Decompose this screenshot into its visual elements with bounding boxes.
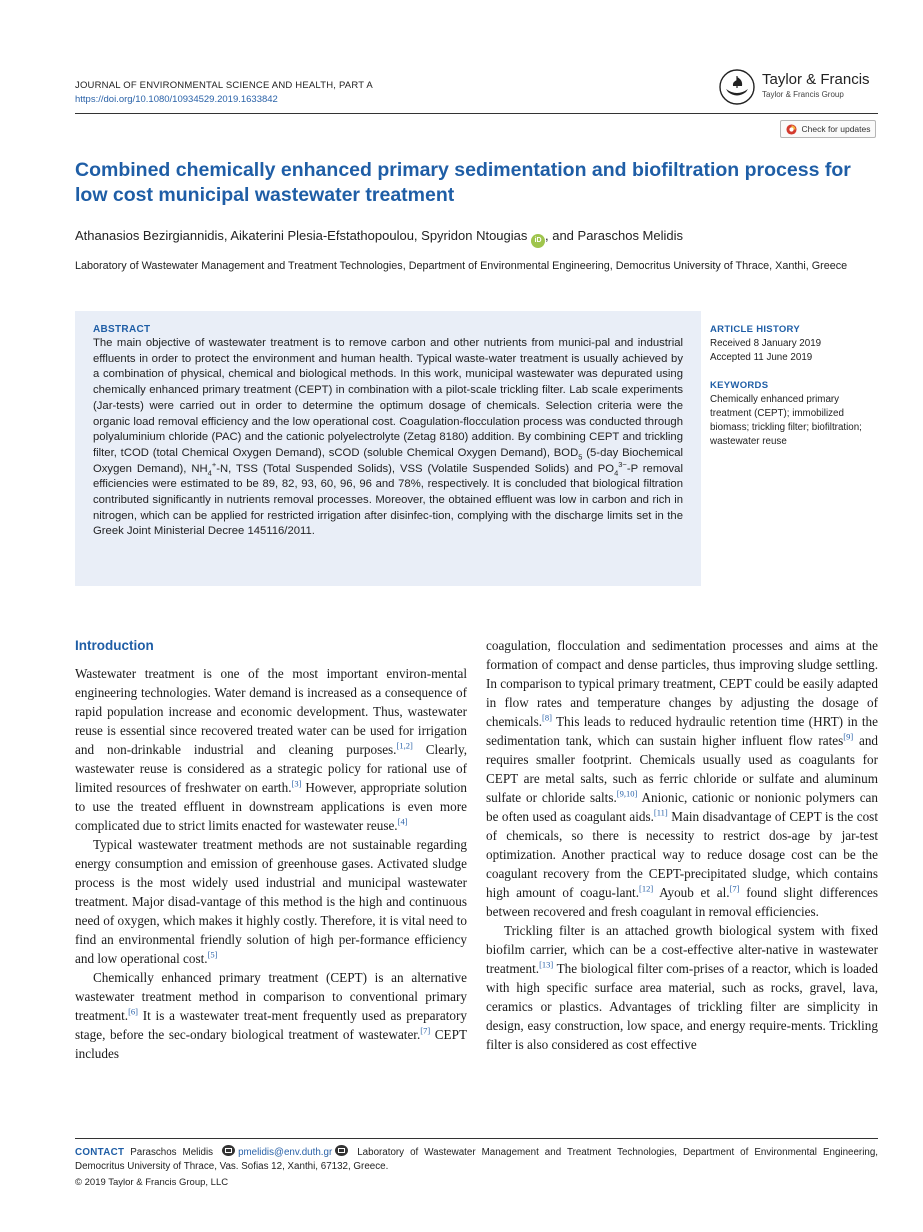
intro-paragraph-3: Chemically enhanced primary treatment (CEPT) is an alternative wastewater treatment method in comparison to conventional primary treatment.[6] It is a wastewater treat-ment frequently used as preparatory stage, before the sec-ondary biological treatment of wastewater.[7] CEPT includes [75, 970, 467, 1061]
doi-link[interactable]: https://doi.org/10.1080/10934529.2019.1633842 [75, 94, 278, 105]
citation-link[interactable]: [11] [653, 807, 668, 818]
citation-link[interactable]: [5] [207, 949, 218, 960]
copyright-notice: © 2019 Taylor & Francis Group, LLC [75, 1177, 229, 1188]
intro-paragraph-2: Typical wastewater treatment methods are not sustainable regarding energy consumption and emission of greenhouse gases. Activated sludge process is the most widely used industrial and municipal wastewater treatment. Major disad-vantage of this method is the high and continuous need of oxygen, which makes it highly costly. Therefore, it is vital need to find an environmental friendly solution of high per-formance efficiency and low operational cost.[5] [75, 837, 467, 966]
accepted-date: Accepted 11 June 2019 [710, 352, 813, 363]
check-updates-icon [786, 124, 797, 135]
keywords-heading: KEYWORDS [710, 380, 769, 391]
article-history-heading: ARTICLE HISTORY [710, 324, 801, 335]
citation-link[interactable]: [9] [843, 731, 854, 742]
citation-link[interactable]: [1,2] [396, 740, 413, 751]
keywords-list: Chemically enhanced primary treatment (CEPT); immobilized biomass; trickling filter; biofiltration; wastewater reuse [710, 394, 862, 447]
introduction-heading: Introduction [75, 638, 154, 653]
check-updates-label: Check for updates [801, 124, 871, 134]
citation-link[interactable]: [8] [542, 712, 552, 723]
publisher-logo[interactable] [718, 68, 883, 108]
orcid-icon[interactable]: iD [531, 234, 545, 248]
journal-name: JOURNAL OF ENVIRONMENTAL SCIENCE AND HEALTH, PART A [75, 80, 373, 91]
check-for-updates-button[interactable] [780, 120, 876, 138]
received-date: Received 8 January 2019 [710, 338, 822, 349]
contact-info [75, 1145, 878, 1174]
abstract-text: The main objective of wastewater treatment is to remove carbon and other nutrients from munici-pal and industrial effluents in order to protect the environment and human health. Typical waste-water treatment is usually achieved by a combination of physical, chemical and biological methods. In this work, municipal wastewater was depurated using chemically enhanced primary treatment (CEPT) in combination with a pilot-scale trickling filter. Lab scale experiments (Jar-tests) were carried out in order to determine the optimum dosage of chemicals. Selection criteria were the organic load removal efficiency and the low operational cost. Coagulation-flocculation process was conducted through polyaluminium chloride (PAC) and the cationic polyelectrolyte (Zetag 8180) addition. By combining CEPT and trickling filter, tCOD (total Chemical Oxygen Demand), sCOD (soluble Chemical Oxygen Demand), $BOD_5$ (5-day Biochemical Oxygen Demand), $NH_4^+-N$, TSS (Total Suspended Solids), VSS (Volatile Suspended Solids) and $PO_4^{3-}-P$ removal efficiencies were estimated to be 89, 82, 93, 60, 96, 96 and 78%, respectively. It is concluded that biological filtration contributed significantly in nutrients removal processes. Moreover, the obtained effluent was low in carbon and rich in nitrogen, which can be applied for restricted irrigation after disinfec-tion, complying with the discharge limits set in the Greek Joint Ministerial Decree 145116/2011. [93, 337, 683, 538]
contact-address: Laboratory of Wastewater Management and Treatment Technologies, Department of Environmental Engineering, Democritus University of Thrace, Vas. Sofias 12, Xanthi, 67132, Greece. [75, 1147, 878, 1172]
intro-paragraph-4: Trickling filter is an attached growth biological system with fixed biofilm carrier, which can be a cost-effective alter-native in wastewater treatment.[13] The biological filter com-prises of a reactor, which is loaded with high specific surface area material, such as rocks, gravel, lava, ceramics or plastics. Advantages of trickling filter are simplicity in design, easy construction, low space, and energy require-ments. Trickling filter is also considered as cost effective [486, 923, 878, 1052]
email-icon [222, 1145, 235, 1156]
abstract-heading: ABSTRACT [93, 324, 151, 335]
address-icon [335, 1145, 348, 1156]
citation-link[interactable]: [13] [539, 959, 554, 970]
author-affiliation: Laboratory of Wastewater Management and Treatment Technologies, Department of Environmental Engineering, Democritus University of Thrace, Xanthi, Greece [75, 260, 848, 272]
body-column-left [75, 664, 467, 1063]
citation-link[interactable]: [9,10] [616, 788, 638, 799]
intro-paragraph-1: Wastewater treatment is one of the most important environ-mental engineering technologies. Water demand is increased as a consequence of rapid population increase and economic development. Thus, wastewater reuse is essential since recovered treated water can be used for irrigation and non-drinkable industrial and cleaning purposes.[1,2] Clearly, wastewater reuse is considered as a strategic policy for rational use of limited resources of freshwater on earth.[3] However, appropriate solution to use the treated effluent in downstream applications is even more complicated due to strict limits enacted for wastewater reuse.[4] [75, 666, 467, 833]
author-list [75, 228, 878, 248]
body-column-right [486, 636, 878, 1054]
publisher-logo-icon [718, 68, 756, 106]
citation-link[interactable]: [6] [128, 1006, 139, 1017]
authors-last: , and Paraschos Melidis [545, 228, 684, 243]
authors-first: Athanasios Bezirgiannidis, Aikaterini Plesia-Efstathopoulou, Spyridon Ntougias [75, 228, 528, 243]
publisher-group: Taylor & Francis Group [762, 90, 844, 99]
header-divider [75, 113, 878, 114]
citation-link[interactable]: [7] [729, 883, 740, 894]
citation-link[interactable]: [3] [291, 778, 302, 789]
contact-name: Paraschos Melidis [124, 1147, 220, 1158]
citation-link[interactable]: [4] [397, 816, 408, 827]
citation-link[interactable]: [7] [420, 1025, 431, 1036]
footer-divider [75, 1138, 878, 1139]
publisher-name: Taylor & Francis [762, 71, 870, 88]
citation-link[interactable]: [12] [639, 883, 654, 894]
article-title: Combined chemically enhanced primary sedimentation and biofiltration process for low cost municipal wastewater treatment [75, 159, 851, 206]
contact-label: CONTACT [75, 1147, 125, 1158]
contact-email-link[interactable]: pmelidis@env.duth.gr [238, 1147, 333, 1158]
intro-paragraph-3-cont: coagulation, flocculation and sedimentation processes and aims at the formation of compact and dense particles, thus improving sludge settling. In comparison to typical primary treatment, CEPT could be easily adapted in flow rates and temperature changes by adjusting the dosage of chemicals.[8] This leads to reduced hydraulic retention time (HRT) in the sedimentation tank, which can sustain higher influent flow rates[9] and requires smaller footprint. Chemicals usually used as coagulants for CEPT are metal salts, such as ferric chloride or sulfate and aluminum sulfate or chloride salts.[9,10] Anionic, cationic or nonionic polymers can be often used as coagulant aids.[11] Main disadvantage of CEPT is the cost of chemicals, so there is necessity to restrict dos-age by jar-test optimization. Another practical way to reduce dosage cost can be the coagulant recovery from the CEPT-precipitated sludge, which contains high amount of coagu-lant.[12] Ayoub et al.[7] found slight differences between recovered and fresh coagulant in removal efficiencies. [486, 638, 879, 919]
